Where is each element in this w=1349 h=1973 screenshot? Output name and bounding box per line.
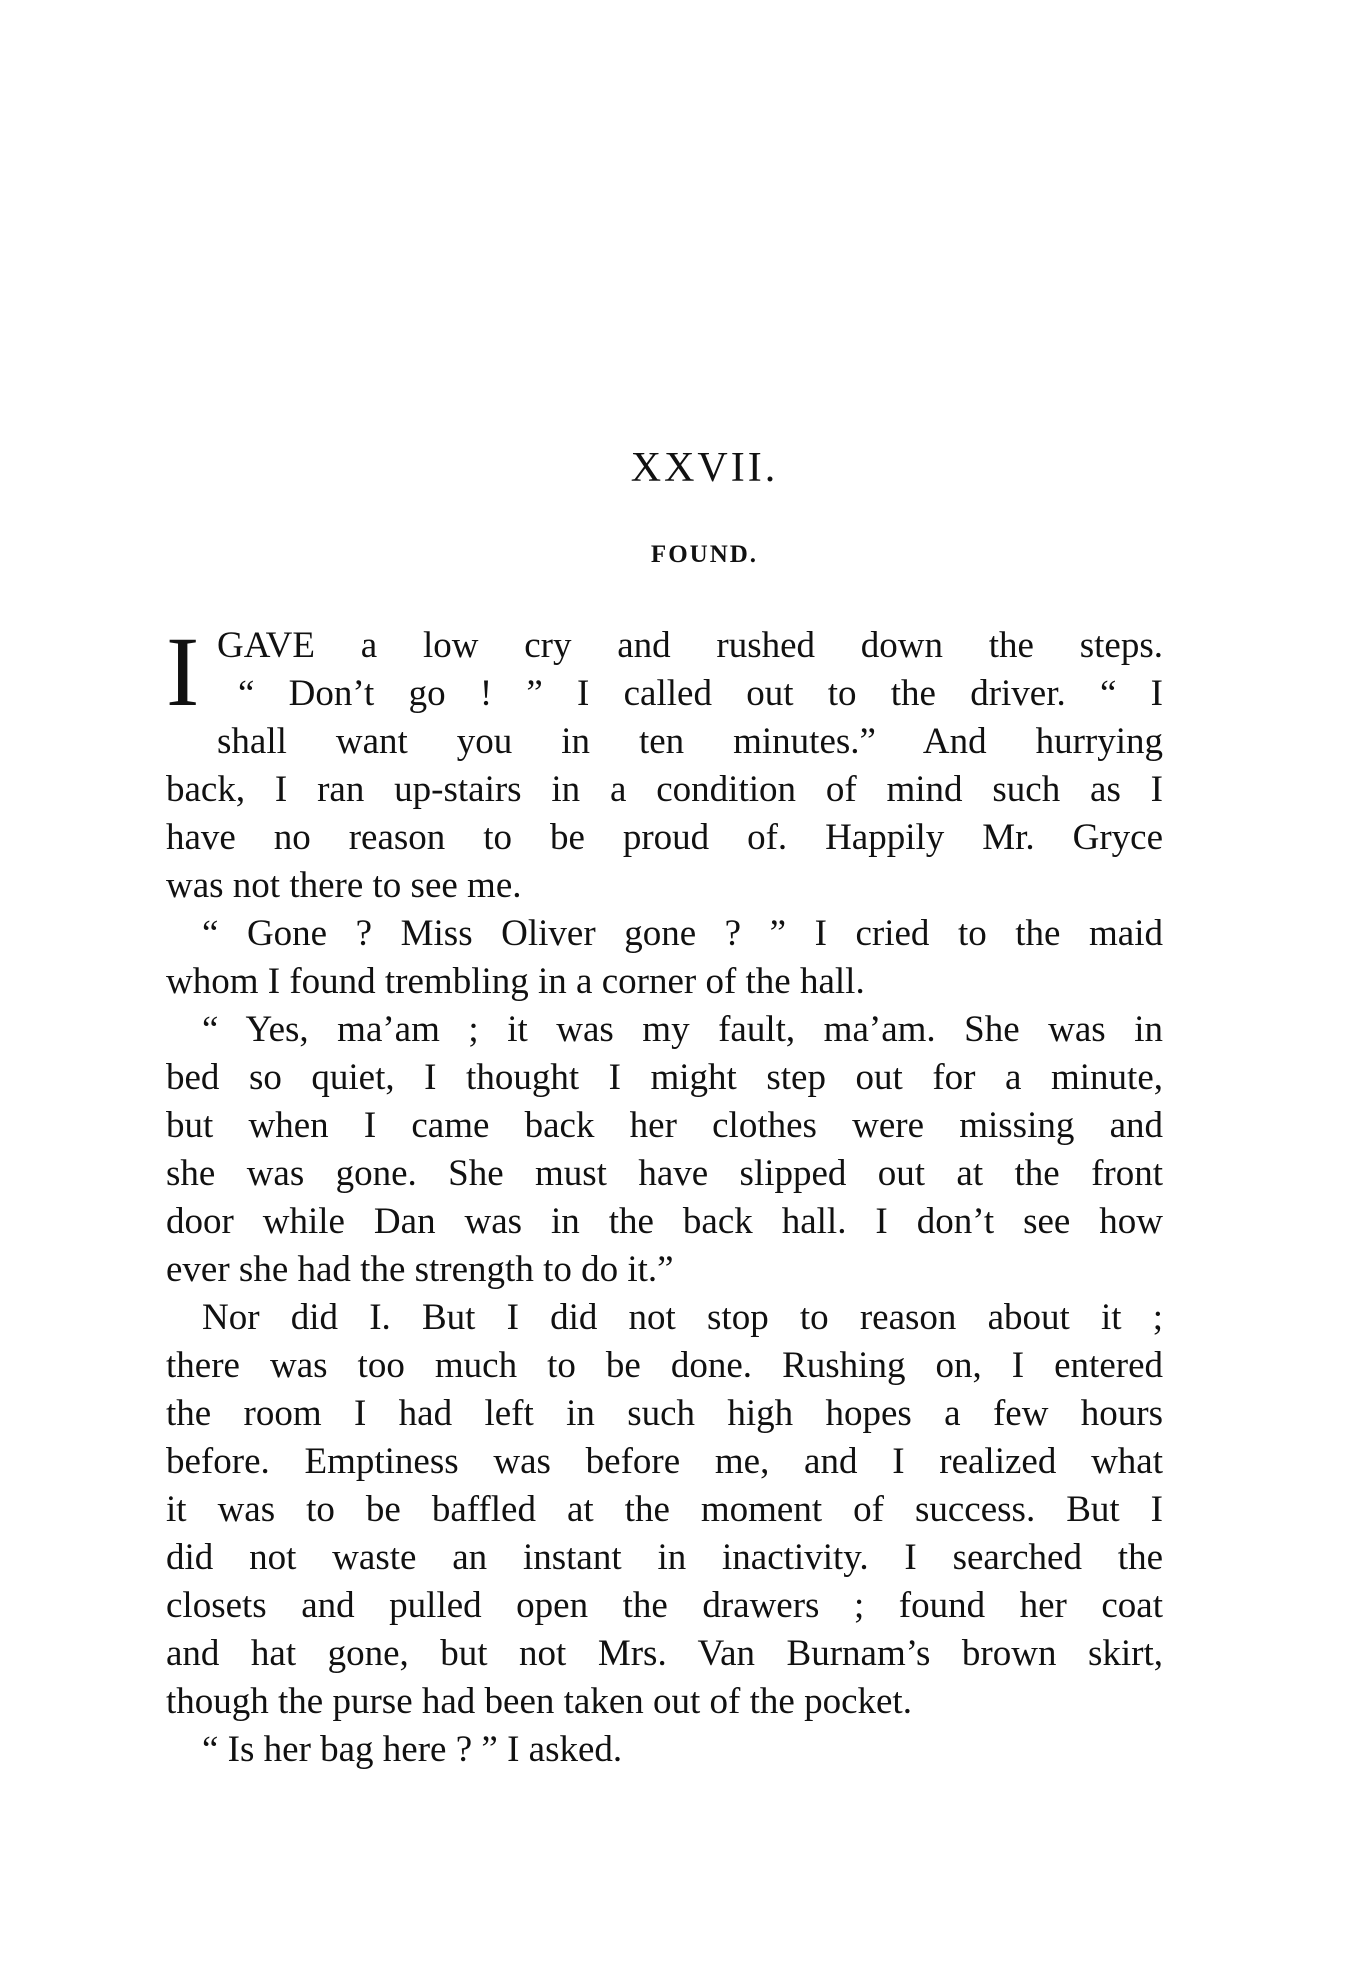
text-line: GAVE a low cry and rushed down the steps. [217,625,1163,666]
text-line: there was too much to be done. Rushing on, I entered [166,1345,1163,1386]
text-line: did not waste an instant in inactivity. I searched the [166,1537,1163,1578]
body-text [166,616,1163,1774]
text-line: bed so quiet, I thought I might step out for a minute, [166,1057,1163,1098]
text-line: “ Is her bag here ? ” I asked. [202,1729,623,1770]
chapter-title: FOUND. [650,541,759,568]
text-line: “ Gone ? Miss Oliver gone ? ” I cried to the maid [202,913,1163,954]
text-line: the room I had left in such high hopes a few hours [166,1393,1163,1434]
text-line: “ Don’t go ! ” I called out to the driver. “ I [238,673,1163,714]
text-line: but when I came back her clothes were missing and [166,1105,1163,1146]
text-line: whom I found trembling in a corner of the hall. [166,961,865,1002]
text-line: shall want you in ten minutes.” And hurrying [217,721,1163,762]
text-line: was not there to see me. [166,865,522,906]
text-line: she was gone. She must have slipped out at the front [166,1153,1163,1194]
text-line: closets and pulled open the drawers ; found her coat [166,1585,1163,1626]
text-line: it was to be baffled at the moment of success. But I [166,1489,1163,1530]
text-line: and hat gone, but not Mrs. Van Burnam’s brown skirt, [166,1633,1163,1674]
text-line: ever she had the strength to do it.” [166,1249,674,1290]
text-line: before. Emptiness was before me, and I realized what [166,1441,1163,1482]
text-line: have no reason to be proud of. Happily Mr. Gryce [166,817,1163,858]
text-line: “ Yes, ma’am ; it was my fault, ma’am. She was in [202,1009,1163,1050]
text-line: though the purse had been taken out of the pocket. [166,1681,912,1722]
drop-cap: I [166,616,200,727]
text-line: Nor did I. But I did not stop to reason about it ; [202,1297,1163,1338]
text-line: back, I ran up-stairs in a condition of mind such as I [166,769,1163,810]
chapter-number: XXVII. [630,445,779,491]
text-line: door while Dan was in the back hall. I don’t see how [166,1201,1163,1242]
